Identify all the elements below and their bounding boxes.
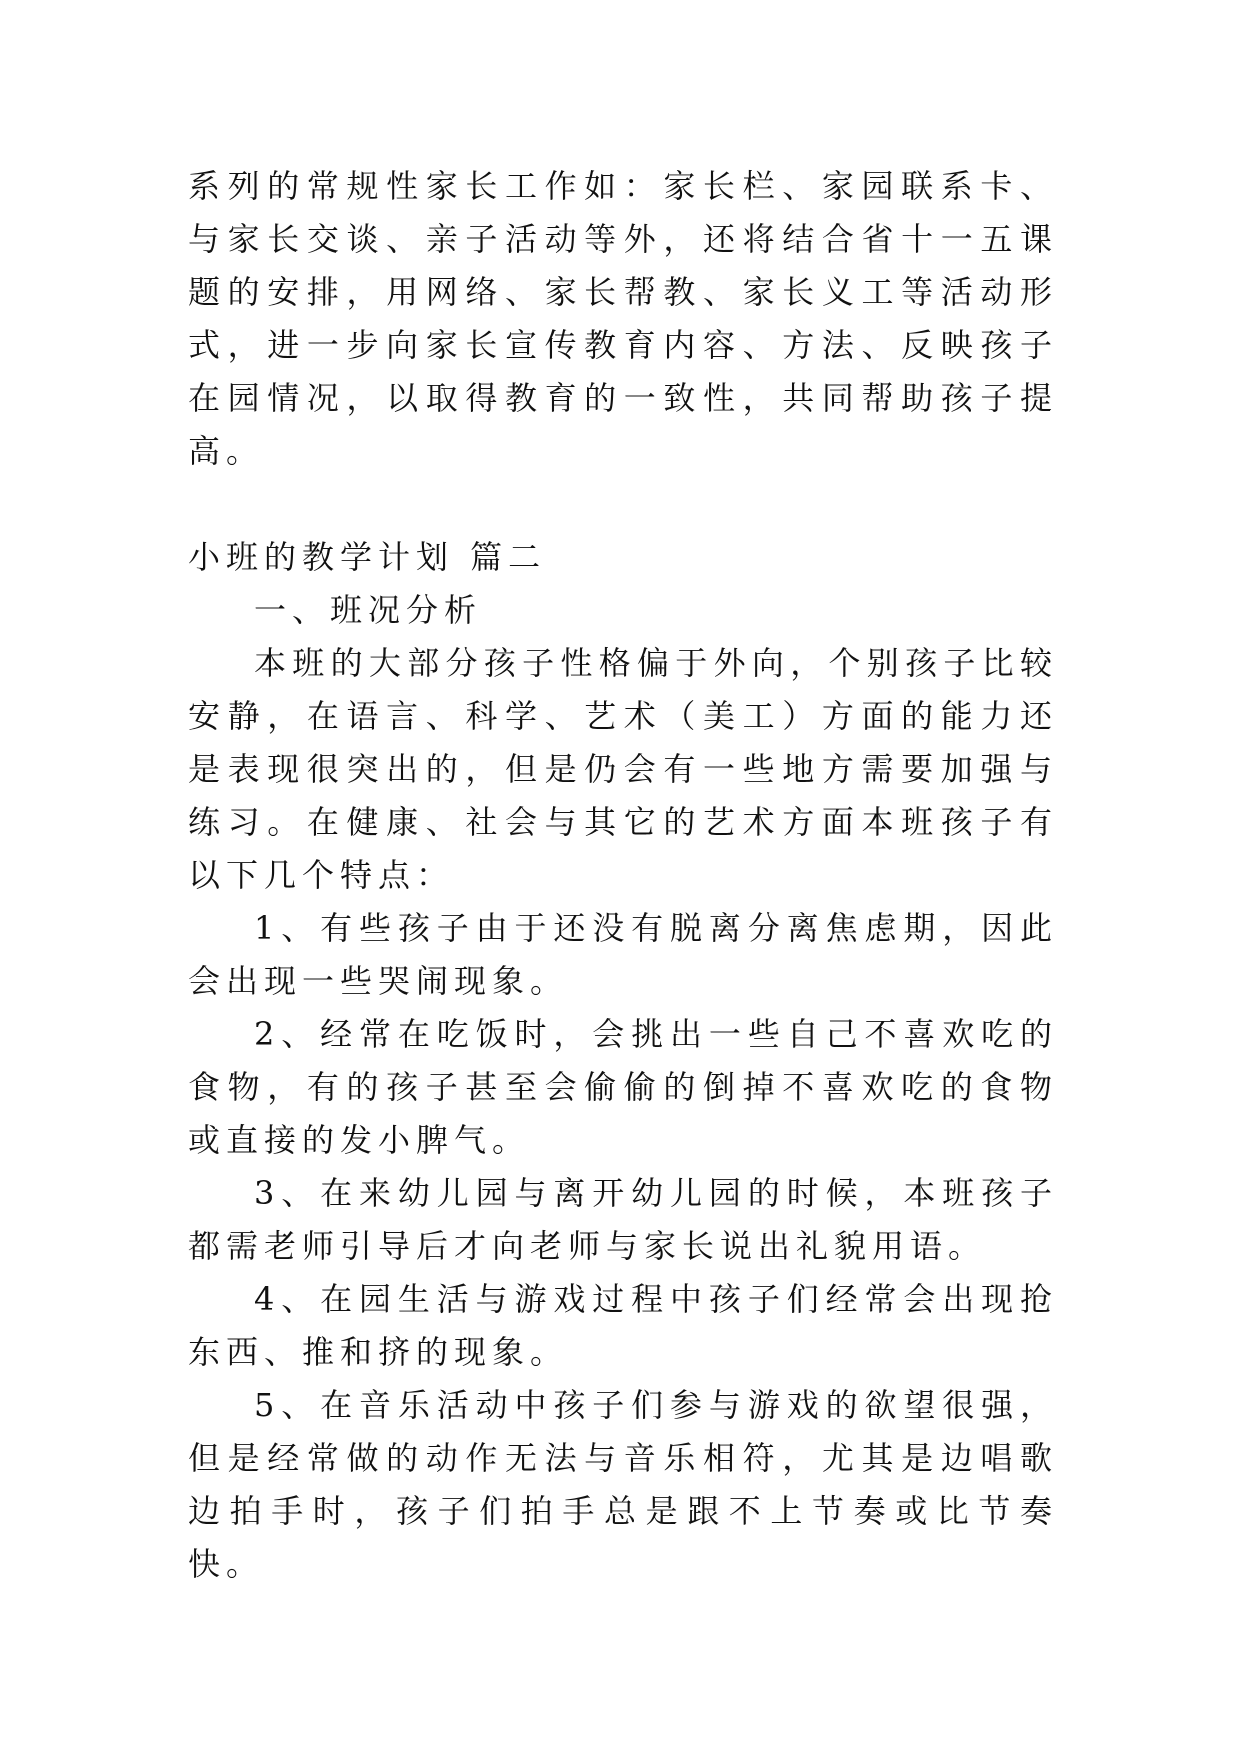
point-item: 1、有些孩子由于还没有脱离分离焦虑期，因此会出现一些哭闹现象。 [188,909,1058,1000]
point-item: 5、在音乐活动中孩子们参与游戏的欲望很强，但是经常做的动作无法与音乐相符，尤其是边唱歌边拍手时，孩子们拍手总是跟不上节奏或比节奏快。 [188,1386,1058,1583]
point-item: 2、经常在吃饭时，会挑出一些自己不喜欢吃的食物，有的孩子甚至会偷偷的倒掉不喜欢吃的食物或直接的发小脾气。 [188,1015,1058,1159]
section-title: 小班的教学计划 篇二 [188,538,547,576]
intro-paragraph: 系列的常规性家长工作如：家长栏、家园联系卡、与家长交谈、亲子活动等外，还将结合省十一五课题的安排，用网络、家长帮教、家长义工等活动形式，进一步向家长宣传教育内容、方法、反映孩子在园情况，以取得教育的一致性，共同帮助孩子提高。 [188,167,1058,470]
analysis-paragraph: 本班的大部分孩子性格偏于外向，个别孩子比较安静，在语言、科学、艺术（美工）方面的能力还是表现很突出的，但是仍会有一些地方需要加强与练习。在健康、社会与其它的艺术方面本班孩子有以下几个特点： [188,644,1058,894]
point-item: 3、在来幼儿园与离开幼儿园的时候，本班孩子都需老师引导后才向老师与家长说出礼貌用语。 [188,1174,1058,1265]
document-body [188,160,1058,1591]
subsection-title: 一、班况分析 [254,591,483,629]
point-item: 4、在园生活与游戏过程中孩子们经常会出现抢东西、推和挤的现象。 [188,1280,1058,1371]
